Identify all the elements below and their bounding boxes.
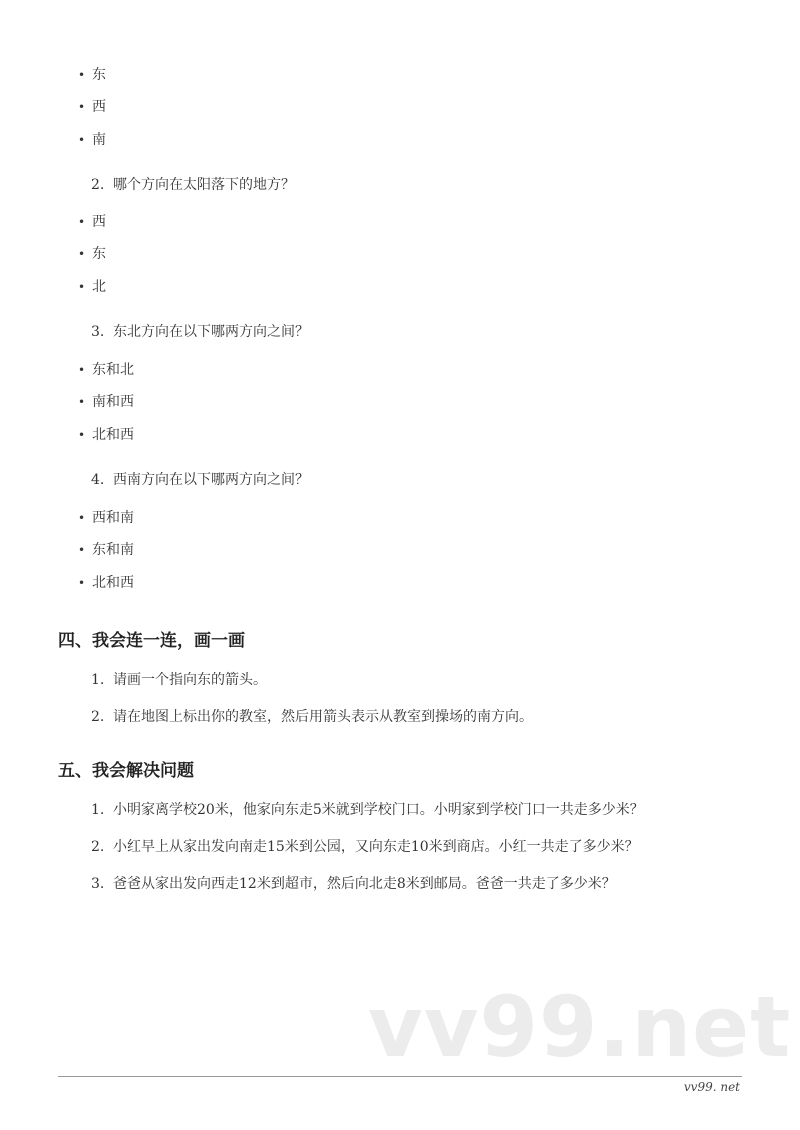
item-number: 1. (91, 802, 105, 818)
option: • 西 (78, 211, 106, 231)
watermark: vv99.net (368, 978, 792, 1076)
question-3 (91, 321, 309, 341)
list-item (91, 873, 616, 893)
footer-divider (58, 1076, 742, 1077)
option: • 东和南 (78, 539, 134, 559)
section-heading: 五、我会解决问题 (58, 761, 194, 781)
list-item (91, 706, 533, 726)
footer-text: vv99. net (683, 1080, 740, 1094)
item-number: 2. (91, 839, 105, 855)
item-text: 爸爸从家出发向西走12米到超市，然后向北走8米到邮局。爸爸一共走了多少米？ (113, 876, 616, 892)
item-number: 2. (91, 709, 105, 725)
option: • 北 (78, 276, 106, 296)
option: • 东和北 (78, 359, 134, 379)
item-text: 请在地图上标出你的教室，然后用箭头表示从教室到操场的南方向。 (113, 709, 533, 725)
item-number: 1. (91, 672, 105, 688)
question-2 (91, 174, 295, 194)
question-4 (91, 469, 309, 489)
option: • 东 (78, 243, 106, 263)
option: • 西 (78, 96, 106, 116)
question-text: 东北方向在以下哪两方向之间？ (113, 324, 309, 340)
section-heading: 四、我会连一连，画一画 (58, 631, 245, 651)
option: • 北和西 (78, 424, 134, 444)
question-number: 3. (91, 324, 105, 340)
item-text: 小明家离学校20米，他家向东走5米就到学校门口。小明家到学校门口一共走多少米？ (113, 802, 644, 818)
item-text: 请画一个指向东的箭头。 (113, 672, 267, 688)
question-number: 2. (91, 177, 105, 193)
option: • 南 (78, 129, 106, 149)
question-number: 4. (91, 472, 105, 488)
list-item (91, 836, 639, 856)
list-item (91, 799, 644, 819)
list-item (91, 669, 267, 689)
question-text: 西南方向在以下哪两方向之间？ (113, 472, 309, 488)
option: • 西和南 (78, 507, 134, 527)
option: • 东 (78, 64, 106, 84)
item-number: 3. (91, 876, 105, 892)
option: • 北和西 (78, 572, 134, 592)
option: • 南和西 (78, 391, 134, 411)
item-text: 小红早上从家出发向南走15米到公园，又向东走10米到商店。小红一共走了多少米？ (113, 839, 639, 855)
question-text: 哪个方向在太阳落下的地方？ (113, 177, 295, 193)
